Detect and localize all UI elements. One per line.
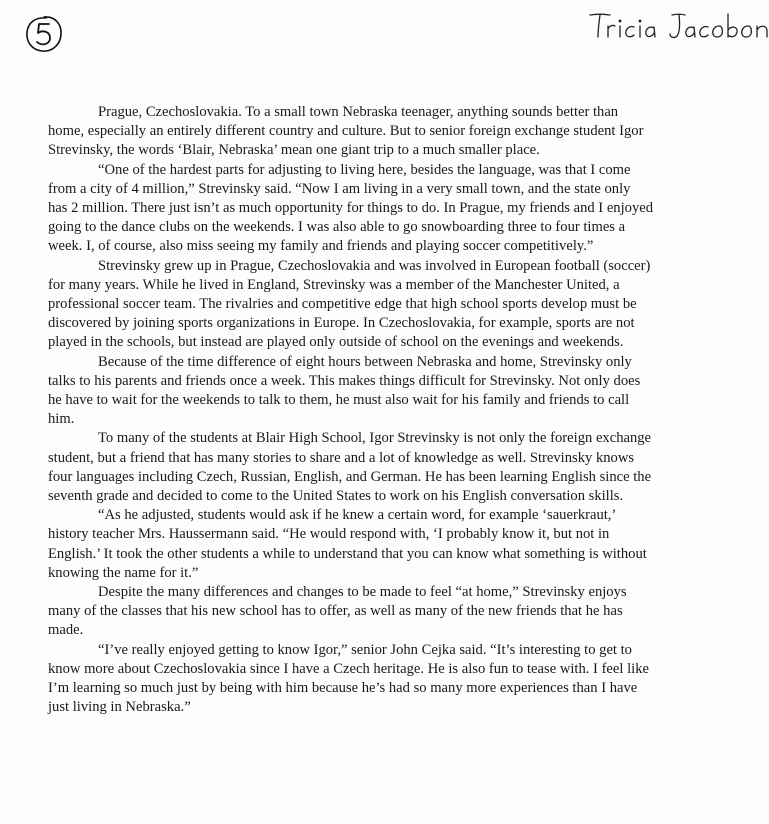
paragraph-3: Strevinsky grew up in Prague, Czechoslovakia and was involved in European football (soccer) for many years. While he lived in England, Strevinsky was a member of the Manchester United, a professional soccer team. The rivalries and competitive edge that high school sports develop must be discovered by joining sports organizations in Europe. In Czechoslovakia, for example, sports are not played in the schools, but instead are played only outside of school on the evenings and weekends.: [48, 257, 651, 351]
paragraph-1: Prague, Czechoslovakia. To a small town Nebraska teenager, anything sounds better than home, especially an entirely different country and culture. But to senior foreign exchange student Igor Strevinsky, the words ‘Blair, Nebraska’ mean one giant trip to a much smaller place.: [48, 104, 644, 159]
paragraph-4: Because of the time difference of eight hours between Nebraska and home, Strevinsky only talks to his parents and friends once a week. This makes things difficult for Strevinsky. Not only does he have to wait for the weekends to talk to them, he must also wait for his family and friends to call him.: [48, 353, 641, 428]
author-signature: [586, 4, 769, 44]
paragraph-8: “I’ve really enjoyed getting to know Igor,” senior John Cejka said. “It’s interesting to get to know more about Czechoslovakia since I have a Czech heritage. He is also fun to tease with. I feel like I’m learning so much just by being with him because he’s had so many more experiences than I have just living in Nebraska.”: [48, 641, 649, 716]
paragraph-7: Despite the many differences and changes to be made to feel “at home,” Strevinsky enjoys many of the classes that his new school has to offer, as well as many of the new friends that he has made.: [48, 584, 627, 639]
paragraph-5: To many of the students at Blair High School, Igor Strevinsky is not only the foreign exchange student, but a friend that has many stories to share and a lot of knowledge as well. Strevinsky knows four languages including Czech, Russian, English, and German. He has been learning English since the seventh grade and decided to come to the United States to work on his English conversation skills.: [48, 430, 652, 505]
paragraph-2: “One of the hardest parts for adjusting to living here, besides the language, was that I come from a city of 4 million,” Strevinsky said. “Now I am living in a very small town, and the state only has 2 million. There just isn’t as much opportunity for things to do. In Prague, my friends and I enjoyed going to the dance clubs on the weekends. I was also able to go snowboarding three to four times a week. I, of course, also miss seeing my family and friends and playing soccer competitively.”: [48, 161, 654, 255]
handwritten-name-icon: [586, 4, 769, 44]
page-number-handwritten: [24, 14, 64, 54]
page-number-circle-icon: [24, 14, 64, 54]
article-body: [48, 103, 653, 718]
paragraph-6: “As he adjusted, students would ask if he knew a certain word, for example ‘sauerkraut,’ history teacher Mrs. Haussermann said. “He would respond with, ‘I probably know it, but not in English.’ It took the other students a while to understand that you can know what something is without knowing the name for it.”: [48, 507, 647, 581]
